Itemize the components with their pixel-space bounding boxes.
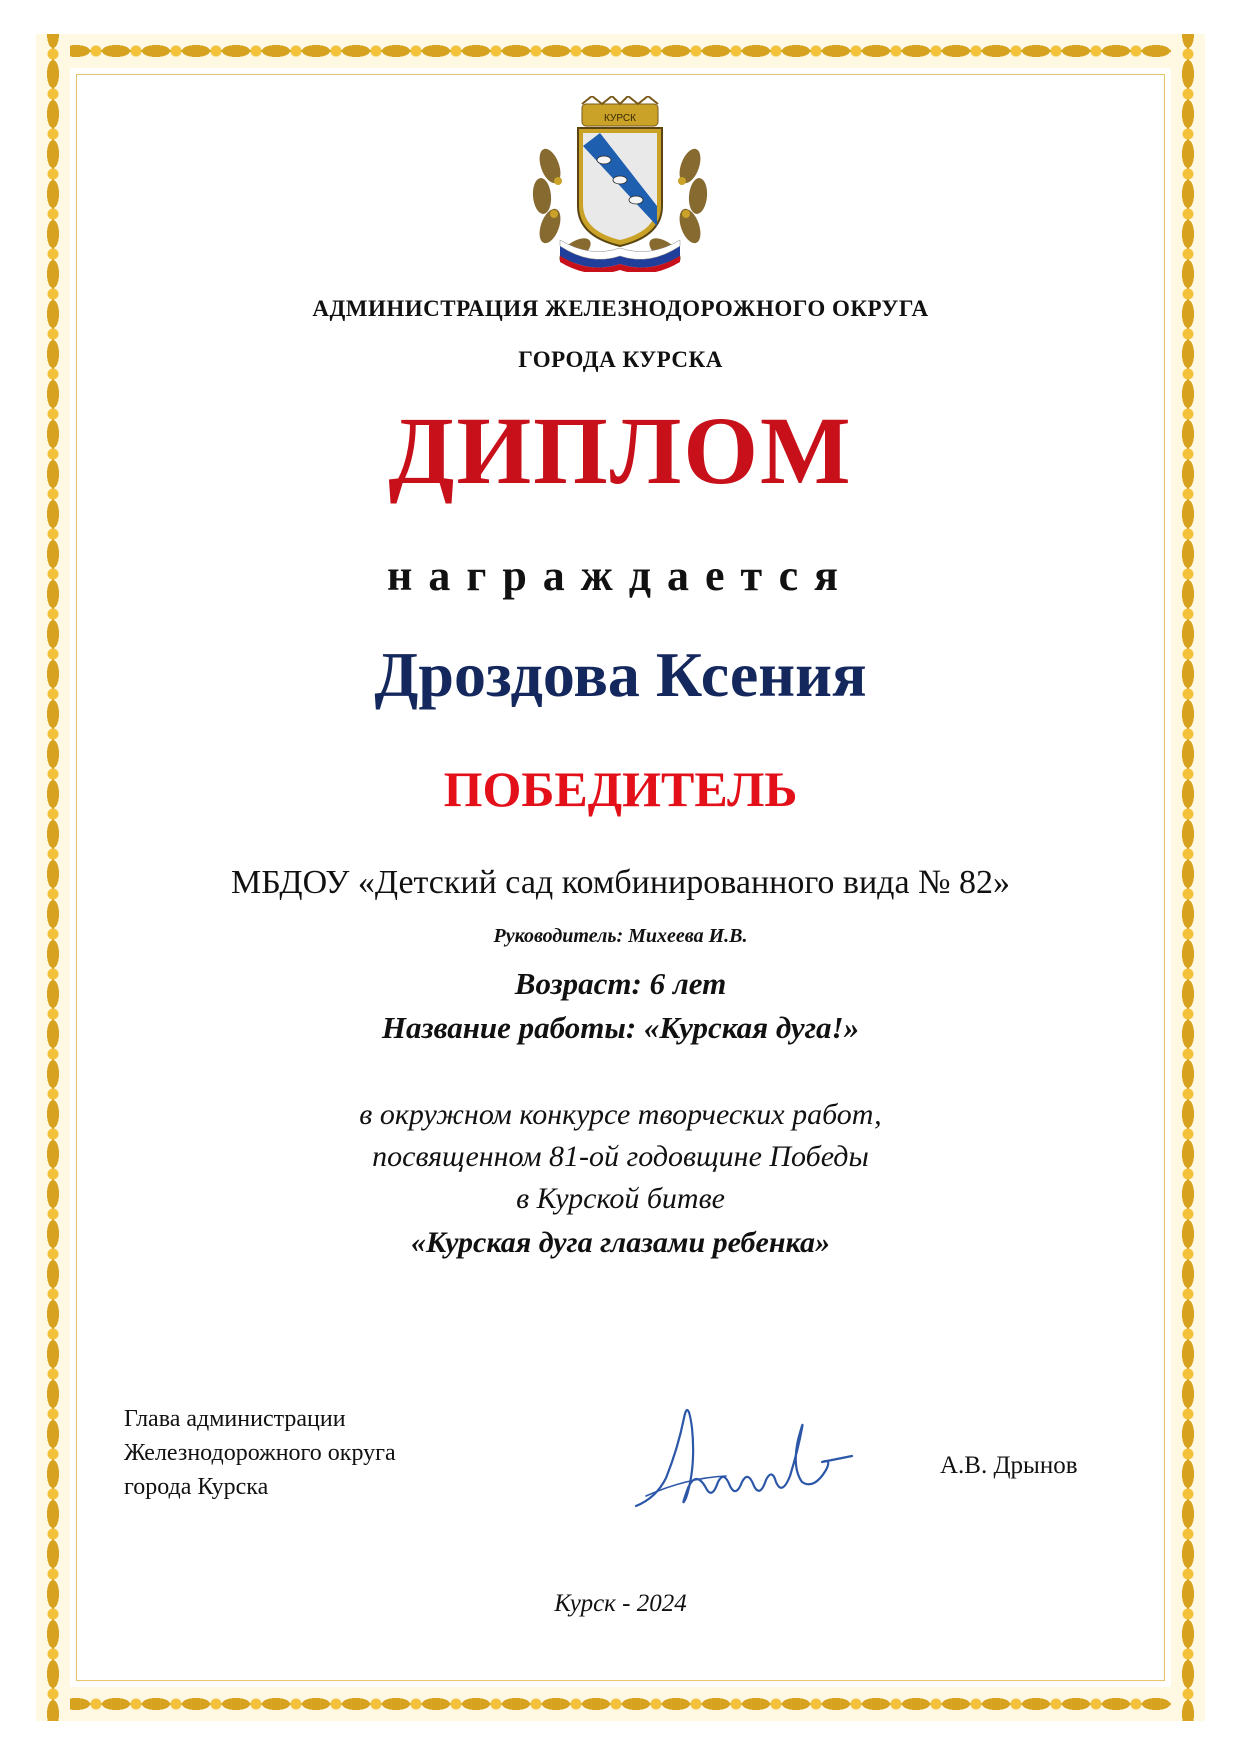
- organization-name: МБДОУ «Детский сад комбинированного вида № 82»: [230, 864, 1011, 901]
- diploma-title: ДИПЛОМ: [388, 397, 853, 504]
- frame-top-border: [36, 34, 1205, 68]
- place-year: Курск - 2024: [554, 1590, 687, 1617]
- signatory-name: А.В. Дрынов: [940, 1452, 1078, 1479]
- rank-label: ПОБЕДИТЕЛЬ: [443, 761, 798, 817]
- admin-line-2: ГОРОДА КУРСКА: [518, 347, 723, 372]
- age-line: Возраст: 6 лет: [514, 966, 727, 1001]
- signatory-position: [124, 1402, 396, 1504]
- handwritten-signature: [626, 1378, 856, 1528]
- work-title-line: Название работы: «Курская дуга!»: [381, 1010, 860, 1045]
- contest-line: в окружном конкурсе творческих работ,: [359, 1098, 882, 1131]
- frame-bottom-border: [36, 1687, 1205, 1721]
- coat-of-arms-label: КУРСК: [604, 113, 636, 124]
- contest-line: в Курской битве: [516, 1182, 725, 1215]
- signatory-position-line: Глава администрации: [124, 1406, 346, 1432]
- leader-line: Руководитель: Михеева И.В.: [493, 925, 748, 947]
- contest-line: посвященном 81-ой годовщине Победы: [372, 1140, 869, 1173]
- admin-line-1: АДМИНИСТРАЦИЯ ЖЕЛЕЗНОДОРОЖНОГО ОКРУГА: [312, 296, 929, 321]
- signatory-position-line: города Курска: [124, 1474, 269, 1500]
- recipient-name: Дроздова Ксения: [374, 639, 867, 710]
- awarded-label: награждается: [387, 551, 854, 600]
- coat-of-arms-icon: [520, 96, 720, 272]
- contest-name: «Курская дуга глазами ребенка»: [411, 1226, 830, 1259]
- signatory-position-line: Железнодорожного округа: [124, 1440, 396, 1466]
